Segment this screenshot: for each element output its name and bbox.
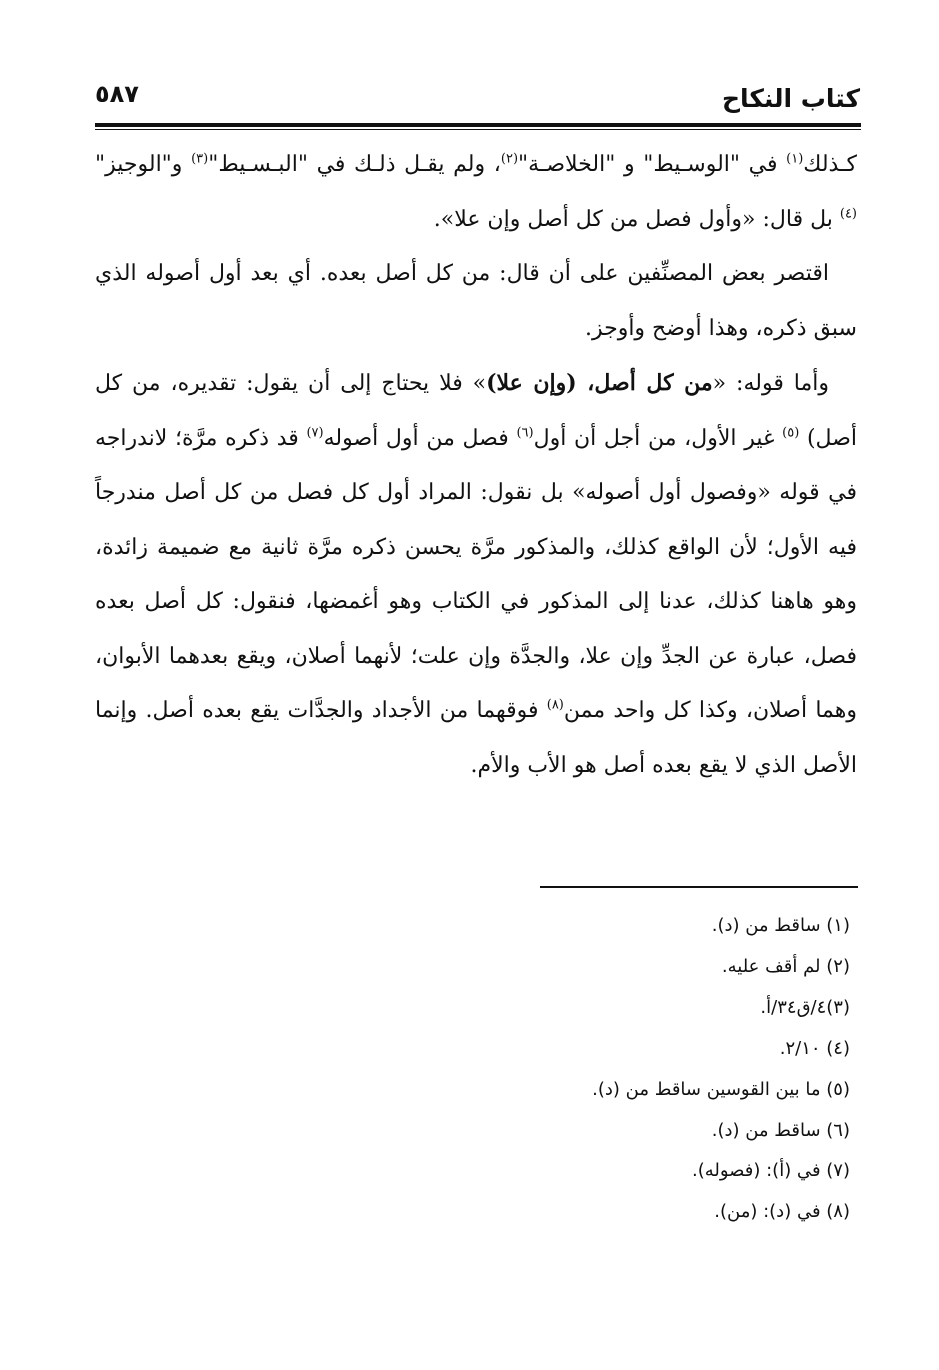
text-run: وأما قوله: «: [712, 371, 829, 396]
quoted-phrase: من كل أصل، (وإن علا): [486, 370, 713, 396]
footnote-ref-5: (٥): [782, 425, 800, 441]
paragraph-2: اقتصر بعض المصنِّفين على أن قال: من كل أصل بعده. أي بعد أول أصوله الذي سبق ذكره، وهذا أوضح وأوجز.: [95, 261, 857, 341]
text-run: كـذلك: [803, 152, 858, 177]
footnote-7: (٧) في (أ): (فصوله).: [691, 1160, 850, 1182]
running-title: كتاب النكاح: [721, 84, 860, 113]
header-rule-thin: [95, 129, 861, 130]
footnote-ref-1: (١): [786, 151, 804, 167]
footnote-ref-4: (٤): [839, 206, 857, 222]
text-run: ، ولم يقـل ذلـك في "البـسـيط": [208, 152, 501, 177]
footnote-6: (٦) ساقط من (د).: [711, 1119, 850, 1141]
paragraph-3: [95, 356, 857, 793]
text-run: بل قال: «وأول فصل من كل أصل وإن علا».: [433, 206, 840, 232]
text-run: غير الأول، من أجل أن أول: [533, 425, 783, 451]
footnote-8: (٨) في (د): (من).: [714, 1201, 850, 1223]
text-run: و"الوجيز": [95, 152, 192, 177]
text-run: فوقهما من الأجداد والجدَّات يقع بعده أصل. وإنما الأصل الذي لا يقع بعده أصل هو الأب والأم.: [95, 698, 857, 778]
text-run: في "الوسـيط" و "الخلاصـة": [518, 152, 787, 177]
text-run: فصل من أول أصوله: [323, 425, 517, 451]
page-header: [95, 80, 860, 124]
footnote-1: (١) ساقط من (د).: [711, 915, 850, 936]
text-run: » فلا يحتاج إلى أن يقول: تقديره، من كل أصل): [95, 371, 858, 451]
footnote-4: (٤) ٢/١٠.: [779, 1037, 850, 1059]
footnote-ref-7: (٧): [306, 425, 324, 441]
footnotes: [95, 906, 850, 1233]
footnote-5: (٥) ما بين القوسين ساقط من (د).: [592, 1078, 850, 1100]
footnote-ref-8: (٨): [546, 697, 564, 713]
paragraph-1: [95, 138, 857, 247]
header-rule-thick: [95, 123, 861, 127]
footnote-ref-6: (٦): [516, 425, 534, 441]
main-text: [95, 138, 857, 793]
text-run: قد ذكره مرَّة؛ لاندراجه في قوله «وفصول أول أصوله» بل نقول: المراد أول كل فصل من كل أصل مندرجاً فيه الأول؛ لأن الواقع كذلك، والمذكور مرَّة يحسن ذكره مرَّة ثانية مع ضميمة زائدة، وهو هاهنا كذلك، عدنا إلى المذكور في الكتاب وهو أغمضها، فنقول: كل أصل بعده فصل، عبارة عن الجدِّ وإن علا، والجدَّة وإن علت؛ لأنهما أصلان، ويقع بعدهما الأبوان، وهما أصلان، وكذا كل واحد ممن: [95, 425, 857, 723]
footnote-separator: [540, 886, 858, 888]
footnote-2: (٢) لم أقف عليه.: [721, 955, 850, 977]
footnote-ref-3: (٣): [191, 151, 209, 167]
page-number: ٥٨٧: [95, 80, 139, 108]
footnote-3: (٣)٤/ق٣٤/أ.: [760, 996, 850, 1018]
footnote-ref-2: (٢): [500, 151, 519, 167]
